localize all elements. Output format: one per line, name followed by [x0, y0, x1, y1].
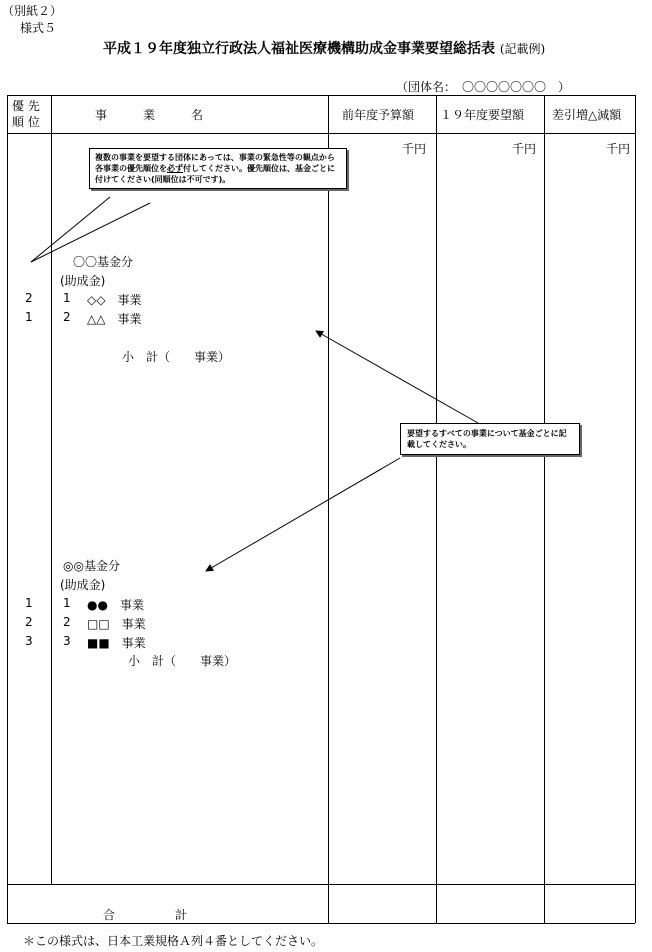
fund2-item3-priority: 3	[25, 634, 33, 648]
fund2-category: (助成金)	[60, 578, 106, 592]
unit-prev: 千円	[402, 142, 427, 156]
fund2-item2-no: 2	[63, 615, 71, 629]
fund1-item2-priority: 1	[25, 310, 33, 324]
priority-instruction-pre: 複数の事業を要望する団体にあっては、事業の緊急性等の観点から各事業の優先順位を	[95, 153, 335, 173]
attachment-label: （別紙２）	[2, 4, 63, 18]
arrow-to-fund2	[206, 458, 400, 571]
fund1-item1-no: 1	[63, 291, 71, 305]
priority-instruction-must: 必ず	[167, 164, 183, 173]
fund2-item3-no: 3	[63, 634, 71, 648]
header-project-name: 事 業 名	[95, 108, 204, 122]
fund1-subtotal: 小 計（ 事業）	[122, 350, 231, 364]
priority-instruction-callout	[89, 148, 347, 189]
page-title-text: 平成１９年度独立行政法人福祉医療機構助成金事業要望総括表	[103, 41, 495, 57]
fund2-name: ◎◎基金分	[63, 559, 120, 573]
header-priority-line2: 順 位	[12, 115, 40, 129]
unit-request: 千円	[512, 142, 537, 156]
fund2-subtotal: 小 計（ 事業）	[128, 654, 237, 668]
fund2-item2-label: □□ 事業	[87, 617, 146, 631]
priority-instruction-post: 付してください。優先順位は、基金ごとに付けてください(同順位は不可です)。	[95, 164, 335, 184]
fund1-category: (助成金)	[60, 274, 106, 288]
per-fund-instruction-callout: 要望するすべての事業について基金ごとに記載してください。	[400, 423, 580, 455]
arrow-to-fund1	[316, 331, 478, 423]
fund1-item1-priority: 2	[25, 291, 33, 305]
total-label: 合 計	[103, 908, 188, 922]
fund1-item1-label: ◇◇ 事業	[87, 293, 142, 307]
header-request-amount: １９年度要望額	[440, 108, 525, 122]
fund2-item1-priority: 1	[25, 596, 33, 610]
unit-difference: 千円	[606, 142, 631, 156]
fund2-item1-no: 1	[63, 596, 71, 610]
form-number: 様式５	[20, 21, 57, 35]
footer-note: ＊この様式は、日本工業規格Ａ列４番としてください。	[23, 934, 324, 948]
fund1-name: 〇〇基金分	[73, 255, 134, 269]
header-difference: 差引増△減額	[552, 108, 622, 122]
fund2-item2-priority: 2	[25, 615, 33, 629]
header-prev-budget: 前年度予算額	[342, 108, 415, 122]
header-priority-line1: 優 先	[12, 99, 40, 113]
fund1-item2-label: △△ 事業	[87, 312, 142, 326]
fund1-item2-no: 2	[63, 310, 71, 324]
fund2-item3-label: ■■ 事業	[87, 636, 146, 650]
fund2-item1-label: ●● 事業	[87, 598, 144, 612]
organization-name-label: （団体名： 〇〇〇〇〇〇〇 ）	[396, 80, 571, 94]
page-title-note: (記載例)	[499, 42, 546, 56]
